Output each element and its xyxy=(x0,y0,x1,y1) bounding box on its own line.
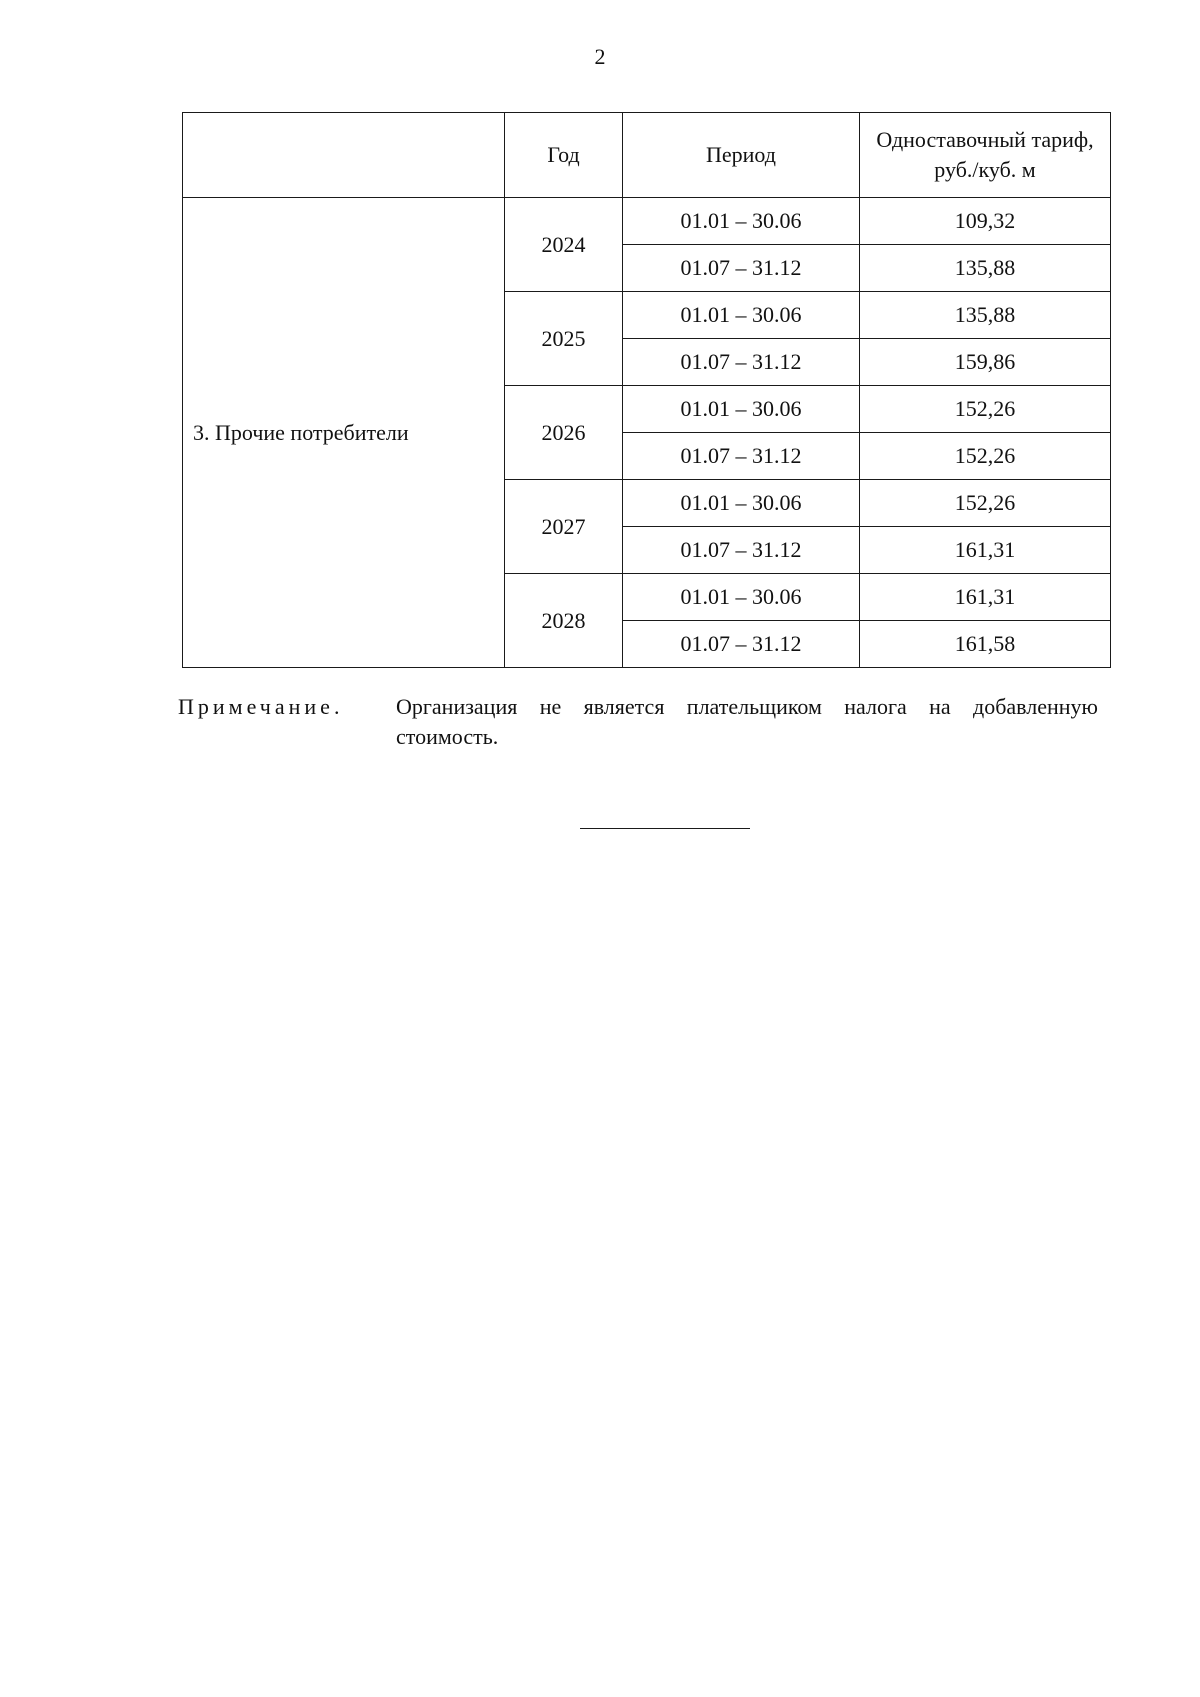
year-cell: 2024 xyxy=(505,198,623,292)
table-header-row xyxy=(183,113,1111,198)
tariff-cell: 161,58 xyxy=(860,621,1111,668)
tariff-cell: 152,26 xyxy=(860,480,1111,527)
year-cell: 2026 xyxy=(505,386,623,480)
period-cell: 01.07 – 31.12 xyxy=(623,245,860,292)
tariff-cell: 161,31 xyxy=(860,527,1111,574)
note-text: Организация не является плательщиком налога на добавленную стоимость. xyxy=(396,694,1098,749)
period-cell: 01.07 – 31.12 xyxy=(623,433,860,480)
header-tariff-line2: руб./куб. м xyxy=(934,157,1036,182)
table-row xyxy=(183,198,1111,245)
header-tariff xyxy=(860,113,1111,198)
period-cell: 01.07 – 31.12 xyxy=(623,527,860,574)
period-cell: 01.01 – 30.06 xyxy=(623,480,860,527)
tariff-cell: 152,26 xyxy=(860,433,1111,480)
tariff-cell: 135,88 xyxy=(860,245,1111,292)
period-cell: 01.01 – 30.06 xyxy=(623,292,860,339)
tariff-cell: 135,88 xyxy=(860,292,1111,339)
header-consumer xyxy=(183,113,505,198)
header-tariff-line1: Одноставочный тариф, xyxy=(876,127,1094,152)
period-cell: 01.07 – 31.12 xyxy=(623,339,860,386)
tariff-cell: 161,31 xyxy=(860,574,1111,621)
year-cell: 2027 xyxy=(505,480,623,574)
note-label: Примечание. xyxy=(178,694,344,719)
period-cell: 01.01 – 30.06 xyxy=(623,386,860,433)
period-cell: 01.01 – 30.06 xyxy=(623,574,860,621)
year-cell: 2028 xyxy=(505,574,623,668)
page-number: 2 xyxy=(594,44,606,69)
end-divider xyxy=(580,828,750,829)
period-cell: 01.07 – 31.12 xyxy=(623,621,860,668)
tariff-cell: 152,26 xyxy=(860,386,1111,433)
tariff-table xyxy=(182,112,1111,668)
consumer-group-cell: 3. Прочие потребители xyxy=(183,198,505,668)
tariff-cell: 159,86 xyxy=(860,339,1111,386)
period-cell: 01.01 – 30.06 xyxy=(623,198,860,245)
header-period: Период xyxy=(623,113,860,198)
header-year: Год xyxy=(505,113,623,198)
tariff-cell: 109,32 xyxy=(860,198,1111,245)
year-cell: 2025 xyxy=(505,292,623,386)
